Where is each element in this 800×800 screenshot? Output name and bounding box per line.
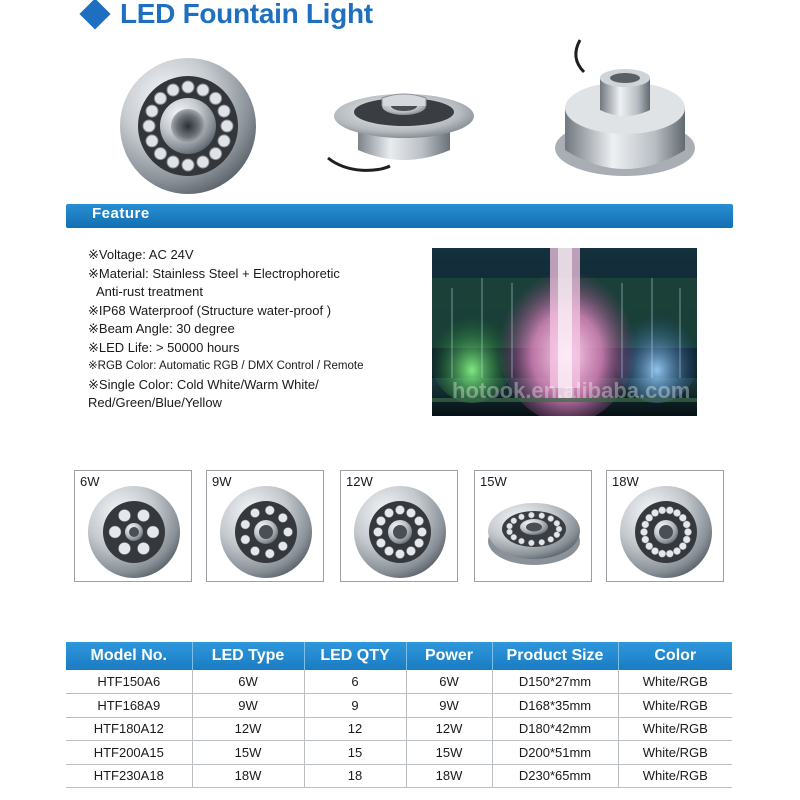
cell-size: D180*42mm — [492, 717, 618, 741]
led-dot — [147, 526, 159, 538]
cell-led-qty: 6 — [304, 670, 406, 694]
feature-header-bar — [66, 204, 733, 228]
led-dot — [376, 517, 385, 526]
led-dot — [651, 509, 658, 516]
header-model-no: Model No. — [66, 642, 192, 670]
led-dot — [507, 523, 513, 529]
led-dot — [376, 539, 385, 548]
led-dot — [659, 507, 666, 514]
table-row — [66, 717, 732, 741]
feature-rgb-color: ※RGB Color: Automatic RGB / DMX Control / Remote — [88, 360, 364, 372]
light-18w-image — [617, 483, 715, 581]
led-dot — [418, 528, 427, 537]
product-image-top-view — [118, 56, 258, 196]
cell-size: D200*51mm — [492, 741, 618, 765]
cell-led-type: 6W — [192, 670, 304, 694]
led-dot — [138, 542, 150, 554]
fountain-photo — [432, 248, 697, 416]
led-dot — [673, 547, 680, 554]
cell-led-type: 15W — [192, 741, 304, 765]
led-dot — [554, 532, 560, 538]
led-dot — [385, 508, 394, 517]
wattage-label: 12W — [346, 474, 373, 489]
cell-model: HTF230A18 — [66, 764, 192, 788]
led-dot — [528, 540, 534, 546]
table-row — [66, 694, 732, 718]
table-header-row — [66, 642, 732, 670]
led-dot — [684, 528, 691, 535]
led-dot — [511, 518, 517, 524]
led-dot — [642, 536, 649, 543]
cell-model: HTF168A9 — [66, 694, 192, 718]
led-dot — [642, 521, 649, 528]
led-dot — [666, 550, 673, 557]
header-led-type: LED Type — [192, 642, 304, 670]
cell-model: HTF200A15 — [66, 741, 192, 765]
cell-model: HTF180A12 — [66, 717, 192, 741]
feature-heading: Feature — [92, 205, 150, 222]
cell-power: 9W — [406, 694, 492, 718]
cell-power: 6W — [406, 670, 492, 694]
led-dot — [646, 543, 653, 550]
led-dot — [396, 506, 405, 515]
led-dot — [511, 534, 517, 540]
led-dot — [519, 538, 525, 544]
led-dot — [539, 513, 545, 519]
led-dot — [138, 510, 150, 522]
header-led-qty: LED QTY — [304, 642, 406, 670]
feature-waterproof: ※IP68 Waterproof (Structure water-proof ) — [88, 302, 332, 318]
led-dot — [673, 509, 680, 516]
cell-size: D230*65mm — [492, 764, 618, 788]
wattage-label: 15W — [480, 474, 507, 489]
feature-single-color-cont: Red/Green/Blue/Yellow — [88, 395, 222, 410]
led-dot — [407, 508, 416, 517]
led-dot — [109, 526, 121, 538]
led-dot — [385, 547, 394, 556]
led-dot — [646, 514, 653, 521]
led-dot — [683, 536, 690, 543]
cell-model: HTF150A6 — [66, 670, 192, 694]
led-dot — [679, 543, 686, 550]
cell-led-type: 12W — [192, 717, 304, 741]
cell-size: D168*35mm — [492, 694, 618, 718]
led-dot — [265, 549, 274, 558]
wattage-card-15w — [474, 470, 592, 582]
cell-led-type: 18W — [192, 764, 304, 788]
cell-power: 12W — [406, 717, 492, 741]
cell-led-qty: 12 — [304, 717, 406, 741]
header-color: Color — [618, 642, 732, 670]
led-dot — [666, 507, 673, 514]
wattage-card-9w — [206, 470, 324, 582]
cell-color: White/RGB — [618, 694, 732, 718]
page-title: LED Fountain Light — [120, 0, 373, 29]
wattage-card-6w — [74, 470, 192, 582]
feature-beam-angle: ※Beam Angle: 30 degree — [88, 321, 235, 336]
led-dot — [251, 547, 260, 556]
led-dot — [396, 550, 405, 559]
product-image-back-view — [550, 38, 700, 198]
wattage-card-18w — [606, 470, 724, 582]
cell-led-qty: 18 — [304, 764, 406, 788]
led-dot — [241, 520, 250, 529]
led-dot — [519, 514, 525, 520]
header-power: Power — [406, 642, 492, 670]
feature-led-life: ※LED Life: > 50000 hours — [88, 339, 240, 355]
product-image-side-view — [318, 62, 490, 186]
led-dot — [548, 516, 554, 522]
feature-list — [88, 246, 418, 413]
led-dot — [407, 547, 416, 556]
watermark-text: hotook.en.alibaba.com — [452, 378, 691, 403]
led-dot — [241, 535, 250, 544]
led-dot — [507, 529, 513, 535]
led-dot — [251, 508, 260, 517]
light-15w-image — [485, 483, 583, 581]
cell-size: D150*27mm — [492, 670, 618, 694]
feature-material-cont: Anti-rust treatment — [96, 284, 203, 299]
table-row — [66, 670, 732, 694]
light-9w-image — [217, 483, 315, 581]
led-dot — [556, 526, 562, 532]
led-dot — [415, 517, 424, 526]
led-dot — [528, 512, 534, 518]
led-dot — [278, 513, 287, 522]
led-dot — [119, 510, 131, 522]
cell-color: White/RGB — [618, 741, 732, 765]
wattage-label: 6W — [80, 474, 100, 489]
led-dot — [374, 528, 383, 537]
wattage-card-12w — [340, 470, 458, 582]
cell-power: 15W — [406, 741, 492, 765]
spec-table — [66, 642, 732, 788]
light-12w-image — [351, 483, 449, 581]
led-dot — [683, 521, 690, 528]
feature-material: ※Material: Stainless Steel + Electrophoretic — [88, 265, 340, 281]
header-product-size: Product Size — [492, 642, 618, 670]
cell-led-qty: 9 — [304, 694, 406, 718]
led-dot — [284, 528, 293, 537]
led-dot — [659, 550, 666, 557]
cell-color: White/RGB — [618, 670, 732, 694]
led-dot — [554, 520, 560, 526]
wattage-label: 18W — [612, 474, 639, 489]
led-dot — [539, 539, 545, 545]
led-dot — [278, 542, 287, 551]
led-dot — [119, 542, 131, 554]
led-dot — [415, 539, 424, 548]
cell-power: 18W — [406, 764, 492, 788]
light-6w-image — [85, 483, 183, 581]
wattage-label: 9W — [212, 474, 232, 489]
table-row — [66, 764, 732, 788]
title-diamond-icon — [79, 0, 110, 30]
led-dot — [679, 514, 686, 521]
led-dot — [651, 547, 658, 554]
table-row — [66, 741, 732, 765]
cell-led-qty: 15 — [304, 741, 406, 765]
cell-color: White/RGB — [618, 717, 732, 741]
cell-color: White/RGB — [618, 764, 732, 788]
led-dot — [548, 536, 554, 542]
feature-voltage: ※Voltage: AC 24V — [88, 247, 194, 262]
feature-single-color: ※Single Color: Cold White/Warm White/ — [88, 376, 319, 392]
led-dot — [265, 506, 274, 515]
cell-led-type: 9W — [192, 694, 304, 718]
led-dot — [640, 528, 647, 535]
